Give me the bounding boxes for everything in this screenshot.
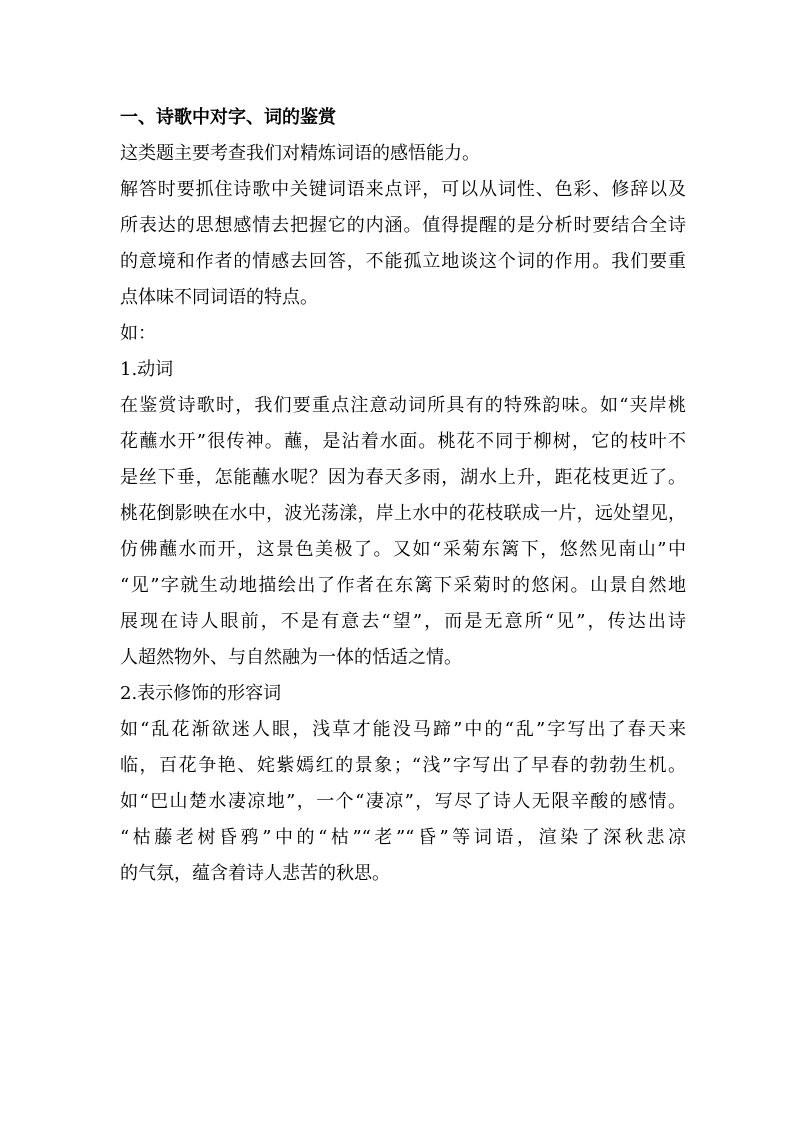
paragraph-line: 人超然物外、与自然融为一体的恬适之情。 (120, 647, 462, 668)
document-page (120, 100, 686, 892)
paragraph-line: “枯藤老树昏鸦”中的“枯”“老”“昏”等词语，渲染了深秋悲凉 (120, 827, 686, 848)
paragraph-line: 这类题主要考查我们对精炼词语的感悟能力。 (120, 143, 480, 164)
paragraph-line: 解答时要抓住诗歌中关键词语来点评，可以从词性、色彩、修辞以及 (120, 179, 686, 200)
paragraph-line: 仿佛蘸水而开，这景色美极了。又如“采菊东篱下，悠然见南山”中 (120, 539, 686, 560)
paragraph-line: 如“巴山楚水凄凉地”，一个“凄凉”，写尽了诗人无限辛酸的感情。 (120, 791, 686, 812)
paragraph-line: 桃花倒影映在水中，波光荡漾，岸上水中的花枝联成一片，远处望见， (120, 503, 686, 524)
paragraph-line: 在鉴赏诗歌时，我们要重点注意动词所具有的特殊韵味。如“夹岸桃 (120, 395, 686, 416)
paragraph-line: 如“乱花渐欲迷人眼，浅草才能没马蹄”中的“乱”字写出了春天来 (120, 719, 686, 740)
paragraph-line: 是丝下垂，怎能蘸水呢？因为春天多雨，湖水上升，距花枝更近了。 (120, 467, 686, 488)
subheading-verb: 1.动词 (120, 359, 174, 380)
paragraph-line: 展现在诗人眼前，不是有意去“望”，而是无意所“见”，传达出诗 (120, 611, 686, 632)
subheading-adjective: 2.表示修饰的形容词 (120, 683, 282, 704)
paragraph-line: 花蘸水开”很传神。蘸，是沾着水面。桃花不同于柳树，它的枝叶不 (120, 431, 686, 452)
paragraph-line: 如： (120, 323, 156, 344)
section-heading: 一、诗歌中对字、词的鉴赏 (120, 107, 336, 128)
paragraph-line: 临，百花争艳、姹紫嫣红的景象；“浅”字写出了早春的勃勃生机。 (120, 755, 686, 776)
paragraph-line: 的意境和作者的情感去回答，不能孤立地谈这个词的作用。我们要重 (120, 251, 686, 272)
paragraph-line: 点体味不同词语的特点。 (120, 287, 318, 308)
paragraph-line: 的气氛，蕴含着诗人悲苦的秋思。 (120, 863, 390, 884)
paragraph-line: “见”字就生动地描绘出了作者在东篱下采菊时的悠闲。山景自然地 (120, 575, 686, 596)
paragraph-line: 所表达的思想感情去把握它的内涵。值得提醒的是分析时要结合全诗 (120, 215, 686, 236)
